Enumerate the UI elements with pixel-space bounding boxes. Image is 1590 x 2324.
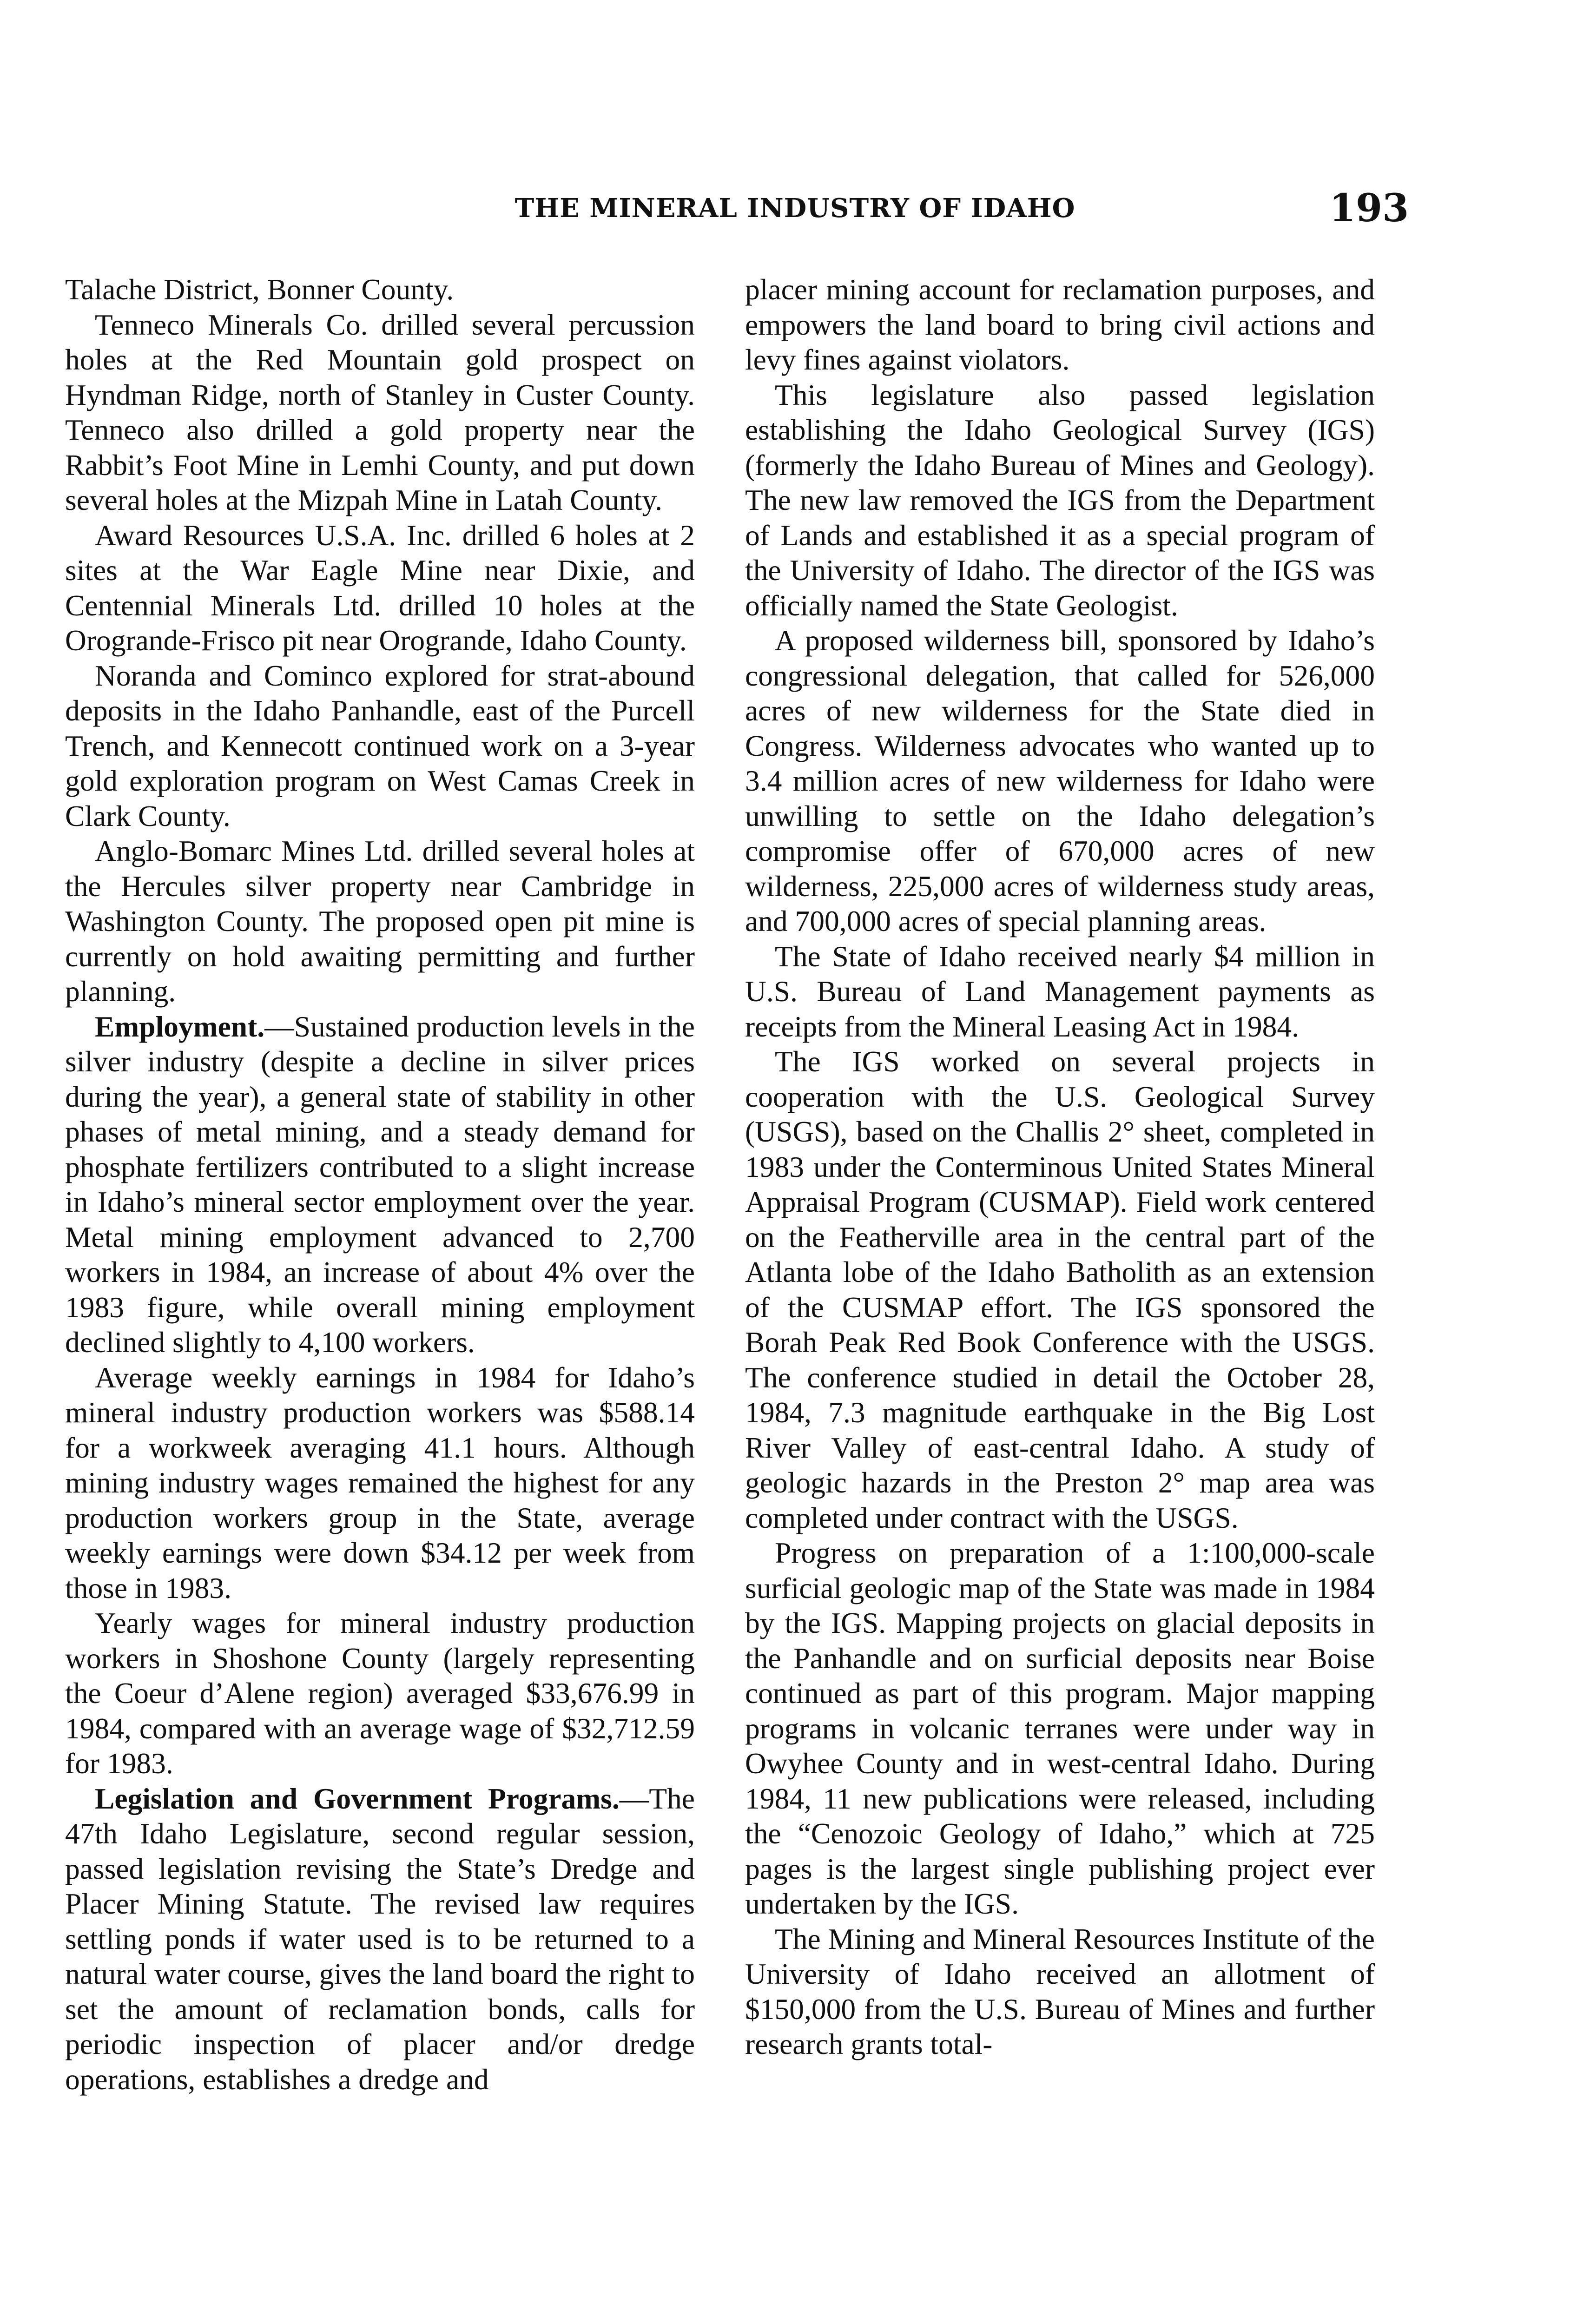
running-title: THE MINERAL INDUSTRY OF IDAHO (515, 193, 1075, 224)
paragraph-text: Award Resources U.S.A. Inc. drilled 6 holes at 2 sites at the War Eagle Mine near Dixie, and Centennial Minerals Ltd. drilled 10 holes at the Orogrande-Frisco pit near Orogrande, Idaho County. (65, 518, 695, 657)
paragraph (65, 1009, 695, 1360)
paragraph (65, 1360, 695, 1606)
section-heading-employment: Employment. (95, 1010, 265, 1043)
paragraph (65, 1605, 695, 1781)
paragraph-text: Tenneco Minerals Co. drilled several percussion holes at the Red Mountain gold prospect on Hyndman Ridge, north of Stanley in Custer County. Tenneco also drilled a gold property near the Rabbit’s Foot Mine in Lemhi County, and put down several holes at the Mizpah Mine in Latah County. (65, 308, 695, 516)
paragraph-text: The Mining and Mineral Resources Institute of the University of Idaho received an allotment of $150,000 from the U.S. Bureau of Mines and further research grants total- (745, 1922, 1375, 2060)
paragraph-text: This legislature also passed legislation establishing the Idaho Geological Survey (IGS) (formerly the Idaho Bureau of Mines and Geology). The new law removed the IGS from the Department of Lands and established it as a special program of the University of Idaho. The director of the IGS was officially named the State Geologist. (745, 378, 1375, 622)
paragraph-text: Talache District, Bonner County. (65, 273, 454, 306)
paragraph (65, 1781, 695, 2097)
paragraph (65, 518, 695, 658)
paragraph (65, 272, 695, 307)
paragraph (65, 658, 695, 834)
paragraph (745, 377, 1375, 623)
paragraph (745, 272, 1375, 377)
paragraph (745, 1921, 1375, 2062)
paragraph (65, 833, 695, 1009)
paragraph-text: Progress on preparation of a 1:100,000-scale surficial geologic map of the State was made in 1984 by the IGS. Mapping projects on glacial deposits in the Panhandle and on surficial deposits near Boise continued as part of this program. Major mapping programs in volcanic terranes were under way in Owyhee County and in west-central Idaho. During 1984, 11 new publications were released, including the “Cenozoic Geology of Idaho,” which at 725 pages is the largest single publishing project ever undertaken by the IGS. (745, 1536, 1375, 1920)
paragraph-text: The IGS worked on several projects in cooperation with the U.S. Geological Survey (USGS), based on the Challis 2° sheet, completed in 1983 under the Conterminous United States Mineral Appraisal Program (CUSMAP). Field work centered on the Featherville area in the central part of the Atlanta lobe of the Idaho Batholith as an extension of the CUSMAP effort. The IGS sponsored the Borah Peak Red Book Conference with the USGS. The conference studied in detail the October 28, 1984, 7.3 magnitude earthquake in the Big Lost River Valley of east-central Idaho. A study of geologic hazards in the Preston 2° map area was completed under contract with the USGS. (745, 1045, 1375, 1534)
paragraph-text: Yearly wages for mineral industry production workers in Shoshone County (largely representing the Coeur d’Alene region) averaged $33,676.99 in 1984, compared with an average wage of $32,712.59 for 1983. (65, 1606, 695, 1780)
paragraph (745, 939, 1375, 1044)
paragraph-text: Average weekly earnings in 1984 for Idaho’s mineral industry production workers was $588.14 for a workweek averaging 41.1 hours. Although mining industry wages remained the highest for any production workers group in the State, average weekly earnings were down $34.12 per week from those in 1983. (65, 1360, 695, 1604)
paragraph-text: Anglo-Bomarc Mines Ltd. drilled several holes at the Hercules silver property near Cambridge in Washington County. The proposed open pit mine is currently on hold awaiting permitting and further planning. (65, 834, 695, 1008)
paragraph-text: Noranda and Cominco explored for strat-abound deposits in the Idaho Panhandle, east of the Purcell Trench, and Kennecott continued work on a 3-year gold exploration program on West Camas Creek in Clark County. (65, 659, 695, 832)
running-head (0, 184, 1590, 239)
paragraph-text: —The 47th Idaho Legislature, second regular session, passed legislation revising the State’s Dredge and Placer Mining Statute. The revised law requires settling ponds if water used is to be returned to a natural water course, gives the land board the right to set the amount of reclamation bonds, calls for periodic inspection of placer and/or dredge operations, establishes a dredge and (65, 1782, 695, 2096)
paragraph-text: The State of Idaho received nearly $4 million in U.S. Bureau of Land Management payments as receipts from the Mineral Leasing Act in 1984. (745, 939, 1375, 1043)
paragraph-text: —Sustained production levels in the silver industry (despite a decline in silver prices during the year), a general state of stability in other phases of metal mining, and a steady demand for phosphate fertilizers contributed to a slight increase in Idaho’s mineral sector employment over the year. Metal mining employment advanced to 2,700 workers in 1984, an increase of about 4% over the 1983 figure, while overall mining employment declined slightly to 4,100 workers. (65, 1010, 695, 1359)
paragraph (745, 1044, 1375, 1535)
paragraph (745, 623, 1375, 939)
page-number: 193 (1329, 186, 1409, 231)
section-heading-legislation: Legislation and Government Programs. (95, 1782, 620, 1815)
paragraph-text: A proposed wilderness bill, sponsored by Idaho’s congressional delegation, that called for 526,000 acres of new wilderness for the State died in Congress. Wilderness advocates who wanted up to 3.4 million acres of new wilderness for Idaho were unwilling to settle on the Idaho delegation’s compromise offer of 670,000 acres of new wilderness, 225,000 acres of wilderness study areas, and 700,000 acres of special planning areas. (745, 624, 1375, 938)
paragraph (745, 1535, 1375, 1921)
left-column (65, 272, 695, 2324)
right-column (745, 272, 1375, 2324)
paragraph (65, 307, 695, 518)
paragraph-text: placer mining account for reclamation purposes, and empowers the land board to bring civil actions and levy fines against violators. (745, 273, 1375, 376)
